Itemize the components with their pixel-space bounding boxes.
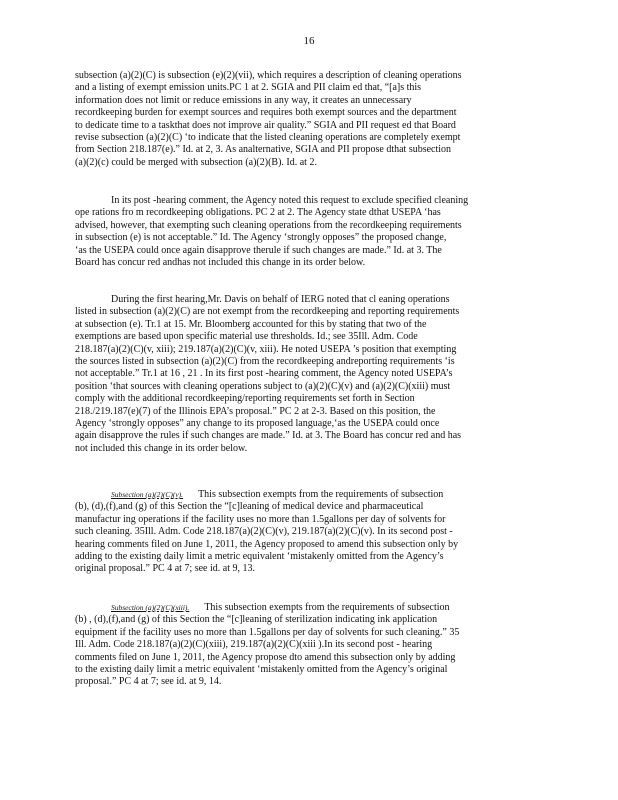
- text-line: original proposal.” PC 4 at 7; see id. at 9, 13.: [75, 563, 255, 575]
- text-line: comments filed on June 1, 2011, the Agency propose dto amend this subsection only by adding: [75, 651, 456, 663]
- text-line: from Section 218.187(e).” Id. at 2, 3. As analternative, SGIA and PII propose dthat subsection: [75, 144, 452, 156]
- text-line: Ill. Adm. Code 218.187(a)(2)(C)(xiii), 219.187(a)(2)(C)(xiii ).In its second post - hearing: [75, 639, 433, 651]
- text-line: recordkeeping burden for exempt sources and requires both exempt sources and the department: [75, 107, 457, 119]
- text-line: (b) , (d),(f),and (g) of this Section the “[c]leaning of sterilization indicating ink application: [75, 614, 438, 626]
- text-line: 218.187(a)(2)(C)(v, xiii); 219.187(a)(2)(C)(v, xiii). He noted USEPA ’s position that exempting: [75, 343, 457, 355]
- text-line: not included this change in its order below.: [75, 442, 248, 454]
- text-line: In its post -hearing comment, the Agency noted this request to exclude specified cleaning: [111, 195, 469, 206]
- paragraph-4: [75, 489, 543, 576]
- text-line: not acceptable.” Tr.1 at 16 , 21 . In its first post -hearing comment, the Agency noted USEPA’s: [75, 368, 453, 380]
- text-line: hearing comments filed on June 1, 2011, the Agency proposed to amend this subsection only by: [75, 538, 459, 550]
- text-span: This subsection exempts from the requirements of subsection: [198, 489, 444, 500]
- text-line: (a)(2)(c) could be merged with subsection (a)(2)(B). Id. at 2.: [75, 156, 317, 168]
- text-line: revise subsection (a)(2)(C) ‘to indicate that the listed cleaning operations are completely exempt: [75, 132, 461, 144]
- paragraph-5: [75, 602, 543, 689]
- text-line: to the existing daily limit a metric equivalent ‘mistakenly omitted from the Agency’s original: [75, 664, 448, 676]
- text-line: (b), (d),(f),and (g) of this Section the “[c]leaning of medical device and pharmaceutical: [75, 501, 424, 513]
- paragraph-2: [75, 195, 543, 269]
- text-line: ‘as the USEPA could once again disapprove therule if such changes are made.” Id. at 3. The: [75, 244, 442, 256]
- subsection-heading: Subsection (a)(2)(C)(xiii).: [111, 603, 190, 612]
- text-line: advised, however, that exempting such cleaning operations from the recordkeeping requirements: [75, 219, 462, 231]
- text-line: the sources listed in subsection (a)(2)(C) from the recordkeeping andreporting requirements ‘is: [75, 356, 455, 368]
- text-line: comply with the additional recordkeeping/reporting requirements set forth in Section: [75, 393, 415, 405]
- text-line: position ‘that sources with cleaning operations subject to (a)(2)(C)(v) and (a)(2)(C)(xiii) must: [75, 380, 451, 392]
- text-line: adding to the existing daily limit a metric equivalent ‘mistakenly omitted from the Agency’s: [75, 551, 444, 563]
- text-line: at subsection (e). Tr.1 at 15. Mr. Bloomberg accounted for this by stating that two of the: [75, 318, 427, 330]
- paragraph-1: [75, 70, 543, 169]
- text-line: subsection (a)(2)(C) is subsection (e)(2)(vii), which requires a description of cleaning operations: [75, 70, 462, 81]
- text-line: [75, 602, 543, 614]
- text-line: equipment if the facility uses no more than 1.5gallons per day of solvents for such cleaning.” 35: [75, 626, 460, 638]
- text-line: such cleaning. 35Ill. Adm. Code 218.187(a)(2)(C)(v), 219.187(a)(2)(C)(v). In its second post -: [75, 526, 453, 538]
- page-number: 16: [303, 35, 315, 47]
- text-line: listed in subsection (a)(2)(C) are not exempt from the recordkeeping and reporting requirements: [75, 306, 460, 318]
- text-line: ope rations fro m recordkeeping obligations. PC 2 at 2. The Agency state dthat USEPA ‘has: [75, 207, 441, 219]
- text-line: Agency ‘strongly opposes” any change to its proposed language,‘as the USEPA could once: [75, 418, 440, 430]
- subsection-heading: Subsection (a)(2)(C)(v).: [111, 490, 184, 499]
- text-line: manufactur ing operations if the facility uses no more than 1.5gallons per day of solvents for: [75, 513, 446, 525]
- text-line: in subsection (e) is not acceptable.” Id. The Agency ‘strongly opposes” the proposed change,: [75, 232, 447, 244]
- text-line: information does not limit or reduce emissions in any way, it creates an unnecessary: [75, 94, 412, 106]
- text-line: [75, 489, 543, 501]
- text-line: exemptions are based upon specific material use thresholds. Id.; see 35Ill. Adm. Code: [75, 331, 418, 343]
- paragraph-3: [75, 294, 543, 455]
- text-line: and a listing of exempt emission units.PC 1 at 2. SGIA and PII claim ed that, “[a]s this: [75, 82, 422, 94]
- text-line: to dedicate time to a taskthat does not improve air quality.” SGIA and PII request ed that Board: [75, 119, 456, 131]
- text-line: Board has concur red andhas not included this change in its order below.: [75, 257, 366, 269]
- text-line: proposal.” PC 4 at 7; see id. at 9, 14.: [75, 676, 222, 688]
- text-line: again disapprove the rules if such changes are made.” Id. at 3. The Board has concur red and has: [75, 430, 462, 442]
- text-line: During the first hearing,Mr. Davis on behalf of IERG noted that cl eaning operations: [111, 294, 450, 305]
- text-span: This subsection exempts from the requirements of subsection: [204, 602, 450, 613]
- text-line: 218./219.187(e)(7) of the Illinois EPA’s proposal.” PC 2 at 2-3. Based on this position, the: [75, 405, 436, 417]
